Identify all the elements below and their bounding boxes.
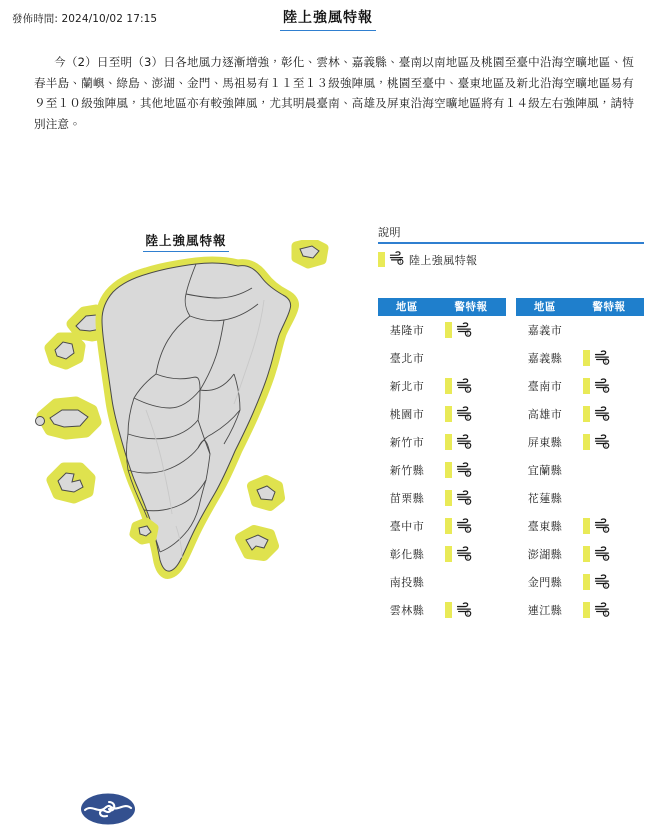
warning-color-swatch	[583, 574, 590, 590]
legend-item-label: 陸上強風特報	[409, 253, 478, 267]
cell-area: 臺南市	[527, 380, 563, 393]
cell-warning	[436, 596, 506, 624]
strong-wind-warning-marker	[445, 403, 506, 425]
strong-wind-warning-marker	[445, 459, 506, 481]
strong-wind-icon	[594, 517, 612, 536]
cell-area: 高雄市	[527, 408, 563, 421]
table-row[interactable]	[516, 540, 644, 568]
strong-wind-icon	[456, 489, 474, 508]
svg-text:1: 1	[466, 554, 470, 560]
svg-text:1: 1	[604, 610, 608, 616]
cell-area: 桃園市	[389, 408, 425, 421]
cell-warning	[574, 540, 644, 568]
cell-area: 南投縣	[389, 576, 425, 589]
strong-wind-icon	[594, 545, 612, 564]
map-island-kinmen[interactable]	[36, 402, 97, 434]
table-row[interactable]	[378, 540, 506, 568]
strong-wind-warning-marker	[583, 599, 644, 621]
svg-text:1: 1	[466, 526, 470, 532]
cell-warning	[436, 568, 506, 596]
warning-color-swatch	[445, 518, 452, 534]
column-header-warning: 警特報	[436, 298, 506, 316]
column-header-area: 地區	[516, 298, 574, 316]
page-header	[0, 0, 656, 42]
strong-wind-icon	[594, 349, 612, 368]
svg-text:1: 1	[466, 470, 470, 476]
cell-warning	[436, 344, 506, 372]
svg-text:1: 1	[466, 330, 470, 336]
cell-warning	[574, 484, 644, 512]
svg-text:1: 1	[399, 260, 402, 265]
no-warning-placeholder	[583, 487, 644, 509]
cell-warning	[436, 456, 506, 484]
strong-wind-warning-marker	[583, 515, 644, 537]
strong-wind-warning-marker	[445, 375, 506, 397]
strong-wind-icon	[456, 545, 474, 564]
svg-text:1: 1	[466, 414, 470, 420]
cell-area: 澎湖縣	[527, 548, 563, 561]
table-header-row	[378, 298, 506, 316]
map-island-lanyu[interactable]	[240, 530, 274, 556]
cell-warning	[574, 372, 644, 400]
legend-title: 說明	[378, 226, 401, 239]
cell-warning	[574, 512, 644, 540]
cell-area: 雲林縣	[389, 604, 425, 617]
map-main-island-taiwan[interactable]	[100, 261, 295, 574]
table-row[interactable]	[378, 372, 506, 400]
no-warning-placeholder	[445, 571, 506, 593]
publish-time: 發佈時間: 2024/10/02 17:15	[12, 13, 158, 25]
table-row[interactable]	[516, 372, 644, 400]
svg-text:1: 1	[466, 442, 470, 448]
svg-text:1: 1	[604, 358, 608, 364]
table-row[interactable]	[516, 400, 644, 428]
cell-warning	[436, 428, 506, 456]
table-header-row	[516, 298, 644, 316]
cell-area: 金門縣	[527, 576, 563, 589]
cell-area: 宜蘭縣	[527, 464, 563, 477]
cell-area: 新北市	[389, 380, 425, 393]
cell-area: 苗栗縣	[389, 492, 425, 505]
strong-wind-icon	[456, 405, 474, 424]
map-island-xiaoliuqiu[interactable]	[134, 522, 154, 540]
cell-area: 臺中市	[389, 520, 425, 533]
strong-wind-icon	[456, 601, 474, 620]
table-body-left	[378, 316, 506, 624]
table-row[interactable]	[516, 596, 644, 624]
strong-wind-icon	[456, 461, 474, 480]
cell-warning	[574, 456, 644, 484]
warning-color-swatch	[583, 434, 590, 450]
column-header-area: 地區	[378, 298, 436, 316]
cell-warning	[574, 596, 644, 624]
svg-text:1: 1	[604, 554, 608, 560]
cell-area: 花蓮縣	[527, 492, 563, 505]
legend-item-strong-wind	[378, 251, 644, 269]
warning-color-swatch	[583, 518, 590, 534]
svg-text:1: 1	[604, 386, 608, 392]
table-row[interactable]	[378, 456, 506, 484]
advisory-text	[34, 52, 634, 134]
warning-color-swatch	[445, 322, 452, 338]
map-island-penghu[interactable]	[52, 468, 90, 498]
strong-wind-icon	[594, 377, 612, 396]
strong-wind-icon	[456, 517, 474, 536]
map-title-text: 陸上強風特報	[143, 231, 228, 252]
strong-wind-icon	[456, 377, 474, 396]
cell-warning	[574, 568, 644, 596]
warning-color-swatch	[445, 462, 452, 478]
cell-area: 基隆市	[389, 324, 425, 337]
cell-warning	[436, 512, 506, 540]
legend-color-swatch	[378, 252, 385, 267]
warning-color-swatch	[583, 350, 590, 366]
warning-color-swatch	[583, 406, 590, 422]
warning-color-swatch	[445, 546, 452, 562]
table-row[interactable]	[378, 512, 506, 540]
table-row[interactable]	[378, 428, 506, 456]
cell-warning	[574, 428, 644, 456]
table-row[interactable]	[516, 428, 644, 456]
cell-area: 新竹縣	[389, 464, 425, 477]
warning-color-swatch	[445, 490, 452, 506]
strong-wind-warning-marker	[445, 431, 506, 453]
warning-color-swatch	[583, 378, 590, 394]
cell-area: 彰化縣	[389, 548, 425, 561]
svg-text:1: 1	[604, 442, 608, 448]
page-title-text: 陸上強風特報	[280, 7, 376, 31]
svg-text:1: 1	[466, 498, 470, 504]
cell-area: 嘉義縣	[527, 352, 563, 365]
strong-wind-icon	[389, 250, 406, 269]
cell-area: 臺北市	[389, 352, 425, 365]
section-divider	[0, 205, 656, 206]
page-title	[0, 7, 656, 31]
column-header-warning: 警特報	[574, 298, 644, 316]
table-row[interactable]	[516, 344, 644, 372]
strong-wind-warning-marker	[445, 319, 506, 341]
table-row[interactable]	[378, 596, 506, 624]
strong-wind-warning-marker	[583, 347, 644, 369]
svg-text:1: 1	[604, 526, 608, 532]
cell-warning	[436, 400, 506, 428]
warning-table-left	[378, 298, 506, 624]
cell-area: 連江縣	[527, 604, 563, 617]
no-warning-placeholder	[583, 459, 644, 481]
warning-table-right	[516, 298, 644, 624]
cell-warning	[436, 316, 506, 344]
strong-wind-warning-marker	[445, 543, 506, 565]
strong-wind-icon	[456, 321, 474, 340]
table-row[interactable]	[378, 484, 506, 512]
svg-text:1: 1	[466, 610, 470, 616]
warning-color-swatch	[445, 378, 452, 394]
cell-area: 新竹市	[389, 436, 425, 449]
no-warning-placeholder	[583, 319, 644, 341]
svg-text:1: 1	[604, 582, 608, 588]
svg-text:1: 1	[466, 386, 470, 392]
warning-tables	[378, 298, 644, 624]
strong-wind-icon	[594, 433, 612, 452]
cell-warning	[436, 540, 506, 568]
strong-wind-icon	[456, 433, 474, 452]
table-row[interactable]	[516, 484, 644, 512]
table-row[interactable]	[516, 316, 644, 344]
map-panel	[0, 212, 372, 656]
strong-wind-icon	[594, 573, 612, 592]
table-row[interactable]	[516, 512, 644, 540]
table-row[interactable]	[378, 400, 506, 428]
legend-rule	[378, 242, 644, 244]
table-row[interactable]	[378, 568, 506, 596]
warning-color-swatch	[583, 546, 590, 562]
legend-panel	[378, 224, 644, 269]
strong-wind-warning-marker	[445, 515, 506, 537]
cell-area: 嘉義市	[527, 324, 563, 337]
no-warning-placeholder	[445, 347, 506, 369]
advisory-body: 今（2）日至明（3）日各地風力逐漸增強，彰化、雲林、嘉義縣、臺南以南地區及桃園至臺中沿海空曠地區、恆春半島、蘭嶼、綠島、澎湖、金門、馬祖易有１１至１３級強陣風，桃園至臺中、臺東地區及新北沿海空曠地區易有９至１０級強陣風，其他地區亦有較強陣風，尤其明晨臺南、高雄及屏東沿海空曠地區將有１４級左右強陣風，請特別注意。	[34, 55, 634, 131]
strong-wind-warning-marker	[583, 431, 644, 453]
strong-wind-warning-marker	[583, 571, 644, 593]
strong-wind-warning-marker	[583, 403, 644, 425]
table-body-right	[516, 316, 644, 624]
cwa-logo	[80, 792, 136, 826]
strong-wind-warning-marker	[583, 543, 644, 565]
cell-warning	[574, 400, 644, 428]
table-row[interactable]	[378, 316, 506, 344]
strong-wind-warning-marker	[583, 375, 644, 397]
warning-color-swatch	[445, 406, 452, 422]
warning-color-swatch	[445, 434, 452, 450]
map-island-lyudao[interactable]	[252, 480, 280, 506]
map-island-guishan[interactable]	[296, 242, 324, 264]
cell-warning	[574, 316, 644, 344]
table-row[interactable]	[378, 344, 506, 372]
cell-area: 臺東縣	[527, 520, 563, 533]
warning-color-swatch	[583, 602, 590, 618]
cell-warning	[436, 372, 506, 400]
strong-wind-warning-marker	[445, 487, 506, 509]
warning-color-swatch	[445, 602, 452, 618]
cell-warning	[574, 344, 644, 372]
cell-area: 屏東縣	[527, 436, 563, 449]
table-row[interactable]	[516, 456, 644, 484]
table-row[interactable]	[516, 568, 644, 596]
cell-warning	[436, 484, 506, 512]
taiwan-warning-map[interactable]	[0, 240, 372, 640]
svg-text:1: 1	[604, 414, 608, 420]
strong-wind-icon	[594, 601, 612, 620]
strong-wind-warning-marker	[445, 599, 506, 621]
strong-wind-icon	[594, 405, 612, 424]
